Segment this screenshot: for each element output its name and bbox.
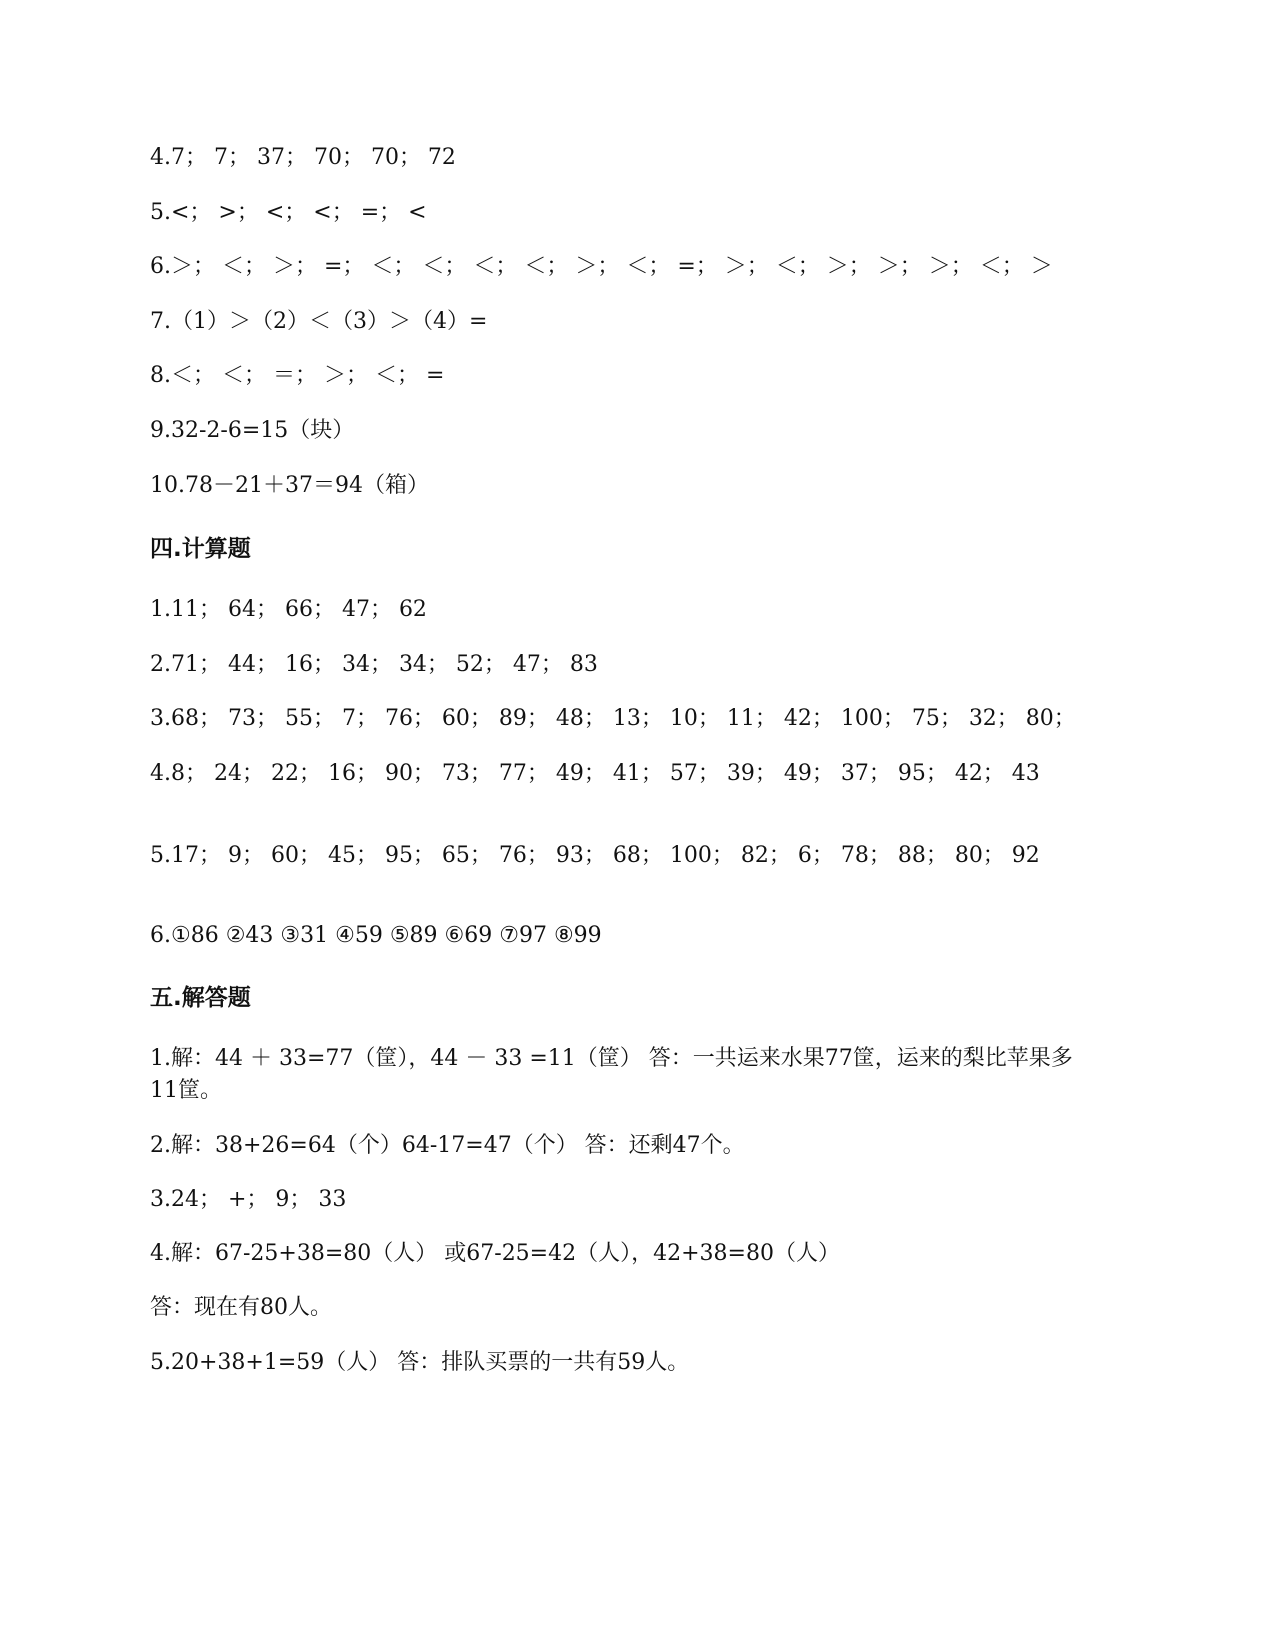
answer-line-5-4: 4.解：67-25+38=80（人） 或67-25=42（人），42+38=80（人） — [150, 1241, 840, 1266]
answer-line-5-4-conclusion: 答：现在有80人。 — [150, 1295, 332, 1320]
answer-line-5-3: 3.24； +； 9； 33 — [150, 1187, 347, 1212]
answer-line-5-2: 2.解：38+26=64（个）64-17=47（个） 答：还剩47个。 — [150, 1133, 745, 1158]
answer-line-5-1: 1.解：44 ＋ 33=77（筐），44 － 33 =11（筐） 答：一共运来水果77筐，运来的梨比苹果多11筐。 — [150, 1046, 1073, 1103]
answer-line-5-5: 5.20+38+1=59（人） 答：排队买票的一共有59人。 — [150, 1350, 690, 1375]
answer-line-4-5: 5.17； 9； 60； 45； 95； 65； 76； 93； 68； 100； 82； 6； 78； 88； 80； 92 — [150, 843, 1040, 868]
answer-line-3-10: 10.78－21＋37＝94（箱） — [150, 473, 429, 498]
answer-line-3-9: 9.32-2-6=15（块） — [150, 418, 355, 443]
answer-line-4-4: 4.8； 24； 22； 16； 90； 73； 77； 49； 41； 57； 39； 49； 37； 95； 42； 43 — [150, 761, 1040, 786]
answer-line-3-4: 4.7； 7； 37； 70； 70； 72 — [150, 145, 456, 170]
answer-line-3-8: 8.＜； ＜； ＝； ＞； ＜； = — [150, 363, 445, 388]
answer-line-4-6: 6.①86 ②43 ③31 ④59 ⑤89 ⑥69 ⑦97 ⑧99 — [150, 923, 602, 948]
answer-line-3-5: 5.<； >； <； <； =； < — [150, 200, 427, 225]
answer-line-3-7: 7.（1）＞（2）＜（3）＞（4）= — [150, 309, 488, 334]
answer-line-4-1: 1.11； 64； 66； 47； 62 — [150, 597, 427, 622]
section-heading-calculation: 四.计算题 — [150, 536, 251, 562]
answer-line-4-2: 2.71； 44； 16； 34； 34； 52； 47； 83 — [150, 652, 598, 677]
section-heading-word-problems: 五.解答题 — [150, 985, 251, 1011]
answer-line-4-3: 3.68； 73； 55； 7； 76； 60； 89； 48； 13； 10； 11； 42； 100； 75； 32； 80； — [150, 706, 1076, 731]
answer-line-3-6: 6.＞； ＜； ＞； =； ＜； ＜； ＜； ＜； ＞； ＜； =； ＞； ＜； ＞； ＞； ＞； ＜； ＞ — [150, 254, 1053, 279]
